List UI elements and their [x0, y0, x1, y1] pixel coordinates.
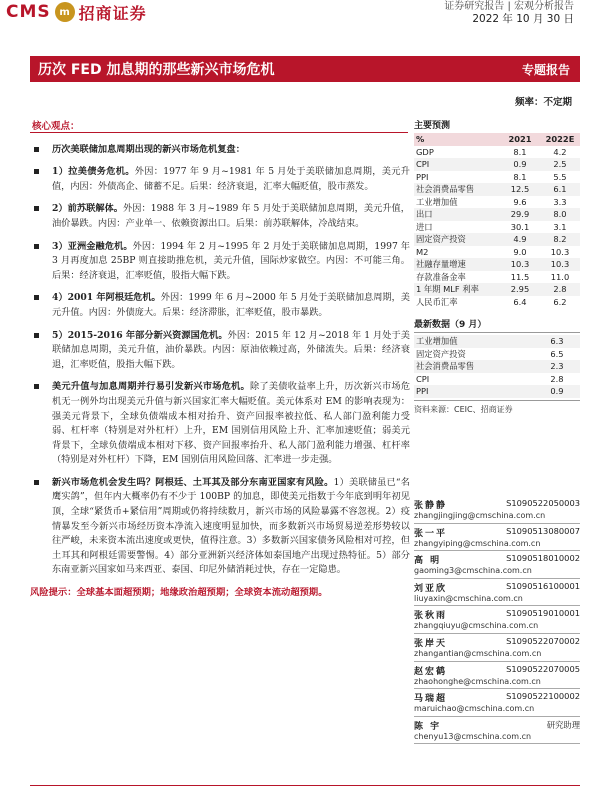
bullet-square-icon: [34, 480, 39, 485]
table-row: [414, 385, 580, 398]
table-row: [414, 283, 580, 296]
analyst-email[interactable]: maruichao@cmschina.com.cn: [414, 704, 535, 714]
bullet-text: 外因：1977 年 9 月~1981 年 5 月处于美联储加息周期，美元升值，内因：外债高企、储蓄不足。后果：经济衰退，汇率大幅贬值，股市蒸发。: [52, 166, 410, 192]
indicator-name: 固定资产投资: [414, 233, 500, 246]
analyst-entry: [414, 606, 580, 634]
analyst-entry: [414, 689, 580, 717]
bullet-text: 1）美联储虽已“名鹰实鸽”，但年内大概率仍有不少于 100BP 的加息，即使美元指数于今年底到明年初见顶，全球“紧货币+紧信用”周期或仍将持续数月，新兴市场的风险暴露不容忽视。2）疫情暴发至今新兴市场经历资本净流入速度明显加快，而多数新兴市场贸易逆差形势较以往严峻，未来资本流出速度或更快，值得注意。3）多数新兴国家债务风险相对可控，但土耳其和阿根廷需要警惕。4）部分亚洲新兴经济体如泰国地产出现过热特征。5）部分东南亚新兴国家如马来西亚、泰国、印尼外储消耗过快，存在一定隐患。: [52, 476, 410, 576]
indicator-value: 6.3: [534, 335, 580, 348]
bullet-heading: 1）拉美债务危机。: [52, 166, 135, 178]
analyst-id: S1090522050003: [506, 498, 580, 508]
divider: [30, 132, 408, 133]
bullet-heading: 新兴市场危机会发生吗？阿根廷、土耳其及部分东南亚国家有风险。: [52, 476, 334, 488]
analyst-name: 张岸天: [414, 638, 448, 649]
report-type: 证券研究报告 | 宏观分析报告: [444, 1, 574, 12]
analyst-id: S1090522070005: [506, 663, 580, 674]
table-row: [414, 183, 580, 196]
indicator-name: PPI: [416, 171, 429, 182]
analyst-email[interactable]: zhangjingjing@cmschina.com.cn: [414, 511, 546, 520]
table-row: [414, 335, 580, 348]
indicator-name: 人民币汇率: [416, 296, 458, 307]
indicator-value: 10.3: [500, 258, 540, 271]
bullet-square-icon: [34, 244, 39, 249]
bullet-square-icon: [34, 333, 39, 338]
indicator-name: 1 年期 MLF 利率: [414, 283, 500, 296]
frequency-label: 频率：不定期: [514, 97, 572, 108]
table-row: [414, 296, 580, 309]
indicator-value: 4.9: [500, 233, 540, 246]
table-row: [414, 233, 580, 246]
column-header: 2021: [500, 133, 540, 146]
indicator-value: 8.1: [513, 146, 527, 157]
bullet-heading: 历次美联储加息周期出现的新兴市场危机复盘：: [52, 143, 245, 155]
table-row: [414, 258, 580, 271]
analyst-name: 刘亚欣: [414, 583, 448, 594]
indicator-name: 存款准备金率: [416, 271, 466, 282]
table-row: [414, 246, 580, 259]
analyst-entry: [414, 662, 580, 690]
core-bullet: [30, 202, 410, 231]
analyst-name: 张一平: [414, 528, 448, 539]
analyst-name: 马瑞超: [414, 694, 448, 705]
table-row: [414, 348, 580, 361]
indicator-name: 工业增加值: [416, 196, 458, 207]
core-views-label: 核心观点：: [32, 121, 80, 132]
bullet-square-icon: [34, 169, 39, 174]
report-tag: 专题报告: [521, 62, 570, 77]
analyst-email[interactable]: zhangqiuyu@cmschina.com.cn: [414, 621, 539, 631]
table-row: [414, 158, 580, 171]
logo-mark-icon: m: [55, 2, 75, 22]
indicator-name: 社会消费品零售: [414, 360, 534, 373]
analyst-entry: [414, 717, 580, 745]
indicator-value: 0.9: [500, 158, 540, 171]
indicator-value: 10.3: [540, 258, 580, 271]
bullet-square-icon: [34, 206, 39, 211]
indicator-value: 5.5: [553, 171, 567, 182]
indicator-name: PPI: [414, 385, 534, 398]
core-bullet: [30, 291, 410, 320]
column-header: %: [414, 133, 500, 146]
indicator-name: 社融存量增速: [414, 258, 500, 271]
table-row: [414, 373, 580, 386]
bullet-square-icon: [34, 147, 39, 152]
analyst-entry: [414, 579, 580, 607]
table-row: [414, 171, 580, 184]
core-bullet: [30, 240, 410, 284]
analyst-entry: [414, 634, 580, 662]
latest-data-table: [414, 335, 580, 398]
core-bullet: [30, 143, 410, 158]
indicator-value: 3.3: [553, 196, 567, 207]
risk-warning: 风险提示：全球基本面超预期；地缘政治超预期；全球资本流动超预期。: [30, 587, 328, 599]
analyst-entry: [414, 496, 580, 524]
report-meta: [444, 0, 574, 26]
core-bullet: [30, 380, 410, 468]
analyst-list: [414, 496, 580, 744]
indicator-value: 2.95: [500, 283, 540, 296]
table-row: [414, 146, 580, 159]
indicator-name: 出口: [414, 208, 500, 221]
analyst-id: S1090513080007: [506, 525, 580, 536]
table-row: [414, 360, 580, 373]
bullet-heading: 美元升值与加息周期并行易引发新兴市场危机。: [52, 381, 250, 393]
bullet-text: 外因：2015 年 12 月~2018 年 1 月处于美联储加息周期，美元升值，油价暴跌。内因：原油依赖过高，外储流失。后果：经济衰退，汇率贬值，股指大幅下跌。: [52, 329, 410, 370]
data-source: 资料来源：CEIC、招商证券: [414, 404, 513, 414]
bullet-text: 外因：1999 年 6 月~2000 年 5 月处于美联储加息周期，美元升值。内因：外债庞大。后果：经济滞胀，汇率贬值，股市暴跌。: [52, 292, 410, 318]
analyst-id: S1090518010002: [506, 553, 580, 564]
indicator-value: 6.4: [513, 296, 527, 307]
latest-data-title: 最新数据（9 月）: [414, 320, 487, 330]
analyst-email[interactable]: gaoming3@cmschina.com.cn: [414, 566, 532, 576]
analyst-email[interactable]: zhangantian@cmschina.com.cn: [414, 648, 542, 658]
indicator-value: 8.0: [540, 208, 580, 221]
indicator-value: 2.3: [534, 360, 580, 373]
indicator-name: 进口: [416, 221, 433, 232]
analyst-id: 研究助理: [546, 719, 580, 730]
indicator-value: 8.1: [513, 171, 527, 182]
indicator-name: 固定资产投资: [416, 348, 466, 359]
analyst-entry: [414, 524, 580, 552]
table-row: [414, 221, 580, 234]
indicator-value: 2.8: [550, 373, 564, 384]
analyst-name: 张秋雨: [414, 611, 448, 622]
indicator-value: 11.0: [550, 271, 570, 282]
analyst-id: S1090519010001: [506, 608, 580, 619]
indicator-name: M2: [416, 246, 429, 257]
bullet-heading: 3）亚洲金融危机。: [52, 240, 133, 252]
indicator-value: 6.1: [540, 183, 580, 196]
core-bullet: [30, 329, 410, 373]
indicator-value: 11.5: [510, 271, 530, 282]
report-title: 历次 FED 加息期的那些新兴市场危机: [38, 62, 275, 78]
indicator-value: 0.9: [534, 385, 580, 398]
indicator-value: 10.3: [550, 246, 570, 257]
logo-chinese: 招商证券: [78, 3, 147, 23]
column-header: 2022E: [540, 133, 580, 146]
bullet-heading: 4）2001 年阿根廷危机。: [52, 292, 161, 304]
footer-divider: [30, 785, 580, 786]
analyst-name: 张静静: [414, 501, 448, 511]
indicator-value: 9.0: [513, 246, 527, 257]
title-banner: [30, 56, 580, 82]
analyst-name: 高 明: [414, 556, 442, 567]
forecast-panel: [414, 118, 580, 415]
analyst-email[interactable]: liuyaxin@cmschina.com.cn: [414, 593, 523, 603]
brand-logo: [6, 0, 147, 24]
indicator-value: 29.9: [500, 208, 540, 221]
indicator-value: 30.1: [510, 221, 530, 232]
indicator-name: CPI: [416, 373, 430, 384]
analyst-id: S1090522100002: [506, 691, 580, 702]
bullet-text: 外因：1994 年 2 月~1995 年 2 月处于美联储加息周期，1997 年 3 月再度加息 25BP 则直接助推危机，美元升值，国际炒家做空。内因：不可能三角。后果：经济衰退，汇率贬值，股指大幅下跌。: [52, 240, 410, 281]
bullet-text: 除了美债收益率上升，历次新兴市场危机无一例外均出现美元升值与新兴国家汇率大幅贬值。美元体系对 EM 的影响表现为：强美元背景下，全球负债端成本相对抬升、资产回报率被拉低、私人部门盈利能力受弱、杠杆率（特别是对外杠杆）上升，EM 国别信用风险上升、汇率加速贬值；弱美元背景下，全球负债端成本相对下移、资产回报率抬升、私人部门盈利能力增强、杠杆率（特别是对外杠杆）下降，EM 国别信用风险回落、汇率进一步走强。: [52, 381, 411, 466]
indicator-name: 工业增加值: [414, 335, 534, 348]
core-views: [30, 120, 410, 601]
forecast-title: 主要预测: [414, 121, 451, 131]
bullet-text: 外因：1988 年 3 月~1989 年 5 月处于美联储加息周期，美元升值，油价暴跌。内因：产业单一、依赖资源出口。后果：前苏联解体，冷战结束。: [52, 203, 410, 229]
analyst-name: 陈 宇: [414, 721, 442, 732]
indicator-value: 2.8: [540, 283, 580, 296]
analyst-email[interactable]: zhaohonghe@cmschina.com.cn: [414, 676, 541, 686]
indicator-value: 8.2: [540, 233, 580, 246]
core-bullet: [30, 476, 410, 578]
analyst-entry: [414, 551, 580, 579]
indicator-value: 2.5: [540, 158, 580, 171]
table-row: [414, 271, 580, 284]
analyst-id: S1090516100001: [506, 580, 580, 591]
analyst-email[interactable]: chenyu13@cmschina.com.cn: [414, 731, 532, 741]
bullet-square-icon: [34, 295, 39, 300]
forecast-table: [414, 133, 580, 308]
divider: [414, 332, 580, 333]
divider: [414, 400, 580, 401]
report-date: 2022 年 10 月 30 日: [472, 13, 574, 25]
indicator-value: 4.2: [553, 146, 567, 157]
table-row: [414, 196, 580, 209]
indicator-value: 6.2: [553, 296, 567, 307]
indicator-name: GDP: [416, 146, 434, 157]
bullet-heading: 5）2015-2016 年部分新兴资源国危机。: [52, 329, 228, 341]
analyst-name: 赵宏鹤: [414, 666, 448, 677]
indicator-value: 6.5: [550, 348, 564, 359]
analyst-id: S1090522070002: [506, 635, 580, 646]
bullet-square-icon: [34, 384, 39, 389]
indicator-value: 9.6: [513, 196, 527, 207]
table-row: [414, 208, 580, 221]
bullet-heading: 2）前苏联解体。: [52, 203, 124, 215]
logo-latin: CMS: [6, 2, 51, 22]
analyst-email[interactable]: zhangyiping@cmschina.com.cn: [414, 538, 541, 548]
indicator-value: 3.1: [553, 221, 567, 232]
indicator-name: 社会消费品零售: [414, 183, 500, 196]
indicator-name: CPI: [414, 158, 500, 171]
indicator-value: 12.5: [500, 183, 540, 196]
core-bullet: [30, 165, 410, 194]
